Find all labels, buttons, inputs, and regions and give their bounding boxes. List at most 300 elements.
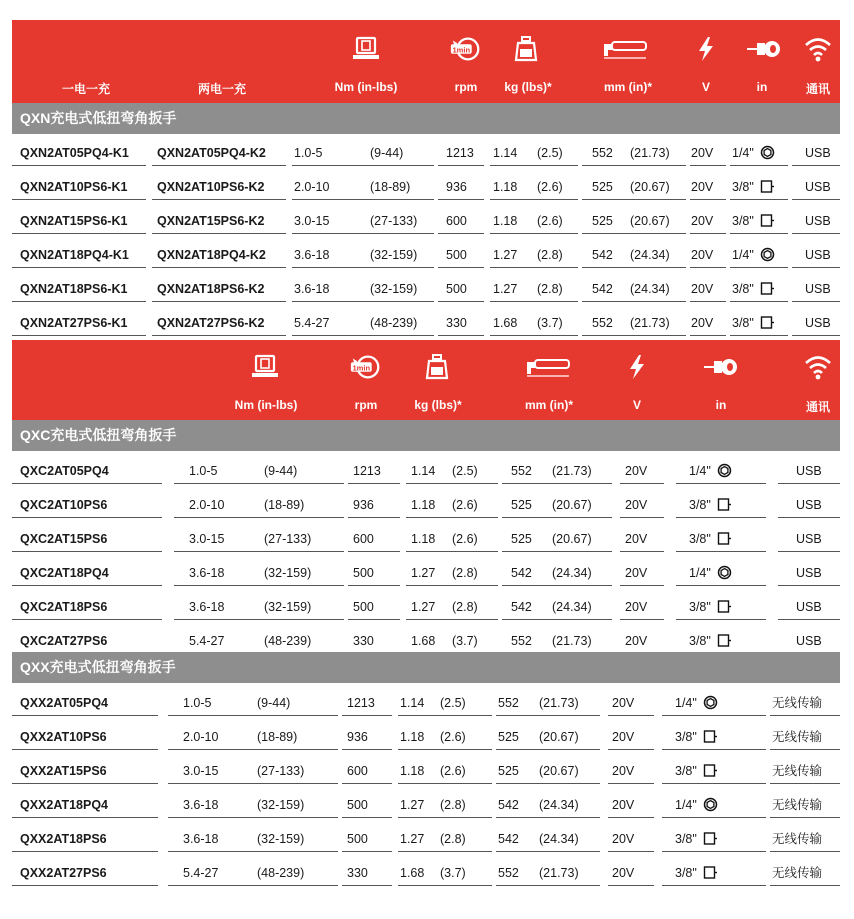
section-title-qxx: QXX充电式低扭弯角扳手: [12, 652, 840, 683]
rpm-value: 500: [446, 282, 467, 296]
torque-nm: 3.6-18: [294, 282, 330, 296]
row-underline: [792, 165, 840, 166]
row-underline: [662, 851, 766, 852]
quick-change-hex-icon: [760, 247, 775, 262]
torque-inlbs: (9-44): [257, 696, 291, 710]
length-mm: 542: [498, 832, 519, 846]
torque-inlbs: (48-239): [257, 866, 305, 880]
row-underline: [12, 715, 158, 716]
row-underline: [342, 885, 392, 886]
row-underline: [620, 619, 664, 620]
model-k2: QXN2AT05PQ4-K2: [157, 146, 266, 160]
voltage-value: 20V: [625, 532, 648, 546]
row-underline: [398, 885, 492, 886]
length-mm: 542: [592, 248, 613, 262]
wireless-icon: [801, 352, 835, 382]
length-in: (24.34): [539, 798, 579, 812]
rpm-value: 500: [347, 832, 368, 846]
rpm-timer-icon: [349, 352, 383, 382]
length-in: (20.67): [552, 532, 592, 546]
drive-label: in: [756, 80, 768, 94]
weight-lbs: (2.6): [452, 532, 478, 546]
model-k2: QXN2AT18PS6-K2: [157, 282, 265, 296]
row-underline: [676, 483, 766, 484]
weight-lbs: (2.5): [452, 464, 478, 478]
square-drive-icon: [717, 599, 732, 614]
length-in: (21.73): [552, 634, 592, 648]
length-mm: 542: [498, 798, 519, 812]
comm-value: USB: [796, 464, 822, 478]
weight-icon: [420, 352, 454, 382]
row-underline: [292, 301, 434, 302]
torque-icon: [349, 34, 383, 64]
rpm-value: 600: [446, 214, 467, 228]
row-underline: [168, 817, 338, 818]
torque-nm: 3.6-18: [189, 566, 225, 580]
row-underline: [662, 715, 766, 716]
weight-kg: 1.68: [411, 634, 436, 648]
drive-size: 1/4": [732, 146, 754, 160]
weight-lbs: (2.8): [452, 600, 478, 614]
row-underline: [12, 551, 162, 552]
row-underline: [12, 585, 162, 586]
length-mm: 525: [592, 214, 613, 228]
comm-label: 通讯: [805, 82, 831, 96]
length-mm: 552: [592, 316, 613, 330]
row-underline: [792, 199, 840, 200]
comm-value: 无线传输: [772, 832, 823, 846]
row-underline: [12, 483, 162, 484]
drive-size: 1/4": [675, 798, 697, 812]
drive-size: 3/8": [675, 866, 697, 880]
row-underline: [152, 267, 286, 268]
row-underline: [676, 619, 766, 620]
voltage-value: 20V: [625, 566, 648, 580]
model-k2: QXN2AT18PQ4-K2: [157, 248, 266, 262]
weight-label: kg (lbs)*: [504, 80, 552, 94]
model-k1: QXN2AT05PQ4-K1: [20, 146, 129, 160]
row-underline: [778, 551, 840, 552]
length-mm: 542: [511, 566, 532, 580]
row-underline: [12, 233, 146, 234]
row-underline: [168, 749, 338, 750]
voltage-value: 20V: [612, 730, 635, 744]
comm-value: USB: [805, 214, 831, 228]
row-underline: [778, 517, 840, 518]
length-in: (21.73): [630, 146, 670, 160]
row-underline: [438, 267, 484, 268]
row-underline: [398, 851, 492, 852]
square-drive-icon: [760, 315, 775, 330]
torque-inlbs: (18-89): [257, 730, 298, 744]
weight-lbs: (2.6): [440, 764, 466, 778]
rpm-value: 1213: [347, 696, 375, 710]
voltage-label: V: [632, 398, 642, 412]
rpm-value: 936: [353, 498, 374, 512]
rpm-value: 500: [353, 566, 374, 580]
comm-value: USB: [805, 316, 831, 330]
row-underline: [608, 817, 654, 818]
length-in: (20.67): [630, 214, 670, 228]
torque-inlbs: (27-133): [257, 764, 305, 778]
row-underline: [690, 335, 726, 336]
row-underline: [690, 165, 726, 166]
comm-value: USB: [805, 248, 831, 262]
row-underline: [770, 885, 840, 886]
model-id: QXX2AT18PS6: [20, 832, 107, 846]
row-underline: [662, 749, 766, 750]
rpm-value: 600: [353, 532, 374, 546]
weight-lbs: (2.6): [537, 214, 563, 228]
row-underline: [168, 851, 338, 852]
row-underline: [398, 715, 492, 716]
row-underline: [690, 199, 726, 200]
row-underline: [12, 817, 158, 818]
row-underline: [152, 301, 286, 302]
torque-inlbs: (9-44): [370, 146, 404, 160]
weight-kg: 1.68: [400, 866, 425, 880]
torque-nm: 3.0-15: [189, 532, 225, 546]
row-underline: [398, 749, 492, 750]
row-underline: [12, 267, 146, 268]
row-underline: [342, 817, 392, 818]
row-underline: [662, 783, 766, 784]
table-row: [12, 488, 840, 522]
voltage-icon: [620, 352, 654, 382]
table-row: [12, 170, 840, 204]
drive-size: 3/8": [732, 214, 754, 228]
weight-lbs: (2.6): [537, 180, 563, 194]
rpm-value: 330: [347, 866, 368, 880]
rpm-value: 330: [446, 316, 467, 330]
comm-value: USB: [805, 146, 831, 160]
section-title-qxc: QXC充电式低扭弯角扳手: [12, 420, 840, 451]
square-drive-icon: [760, 281, 775, 296]
length-in: (21.73): [552, 464, 592, 478]
drive-size: 3/8": [732, 180, 754, 194]
weight-kg: 1.18: [400, 764, 425, 778]
length-mm: 525: [511, 532, 532, 546]
length-in: (24.34): [630, 248, 670, 262]
length-mm: 552: [498, 866, 519, 880]
torque-inlbs: (48-239): [264, 634, 312, 648]
row-underline: [398, 783, 492, 784]
drive-size: 1/4": [675, 696, 697, 710]
row-underline: [496, 817, 600, 818]
row-underline: [12, 335, 146, 336]
drive-size: 3/8": [689, 498, 711, 512]
model-id: QXX2AT05PQ4: [20, 696, 109, 710]
weight-lbs: (2.8): [537, 248, 563, 262]
length-mm: 525: [511, 498, 532, 512]
voltage-value: 20V: [625, 498, 648, 512]
row-underline: [152, 165, 286, 166]
length-mm: 552: [592, 146, 613, 160]
voltage-value: 20V: [691, 180, 714, 194]
row-underline: [608, 851, 654, 852]
weight-lbs: (3.7): [537, 316, 563, 330]
torque-nm: 1.0-5: [189, 464, 218, 478]
rpm-value: 600: [347, 764, 368, 778]
weight-kg: 1.27: [400, 832, 425, 846]
square-drive-icon: [760, 179, 775, 194]
weight-lbs: (2.8): [440, 832, 466, 846]
row-underline: [406, 551, 498, 552]
table-row: [12, 238, 840, 272]
rpm-timer-icon: [449, 34, 483, 64]
weight-kg: 1.14: [493, 146, 518, 160]
quick-change-hex-icon: [703, 797, 718, 812]
row-underline: [502, 483, 612, 484]
torque-nm: 3.0-15: [183, 764, 219, 778]
weight-icon: [509, 34, 543, 64]
voltage-value: 20V: [691, 282, 714, 296]
row-underline: [12, 165, 146, 166]
rpm-value: 330: [353, 634, 374, 648]
row-underline: [490, 199, 578, 200]
torque-nm: 1.0-5: [294, 146, 323, 160]
voltage-value: 20V: [691, 248, 714, 262]
voltage-value: 20V: [625, 464, 648, 478]
row-underline: [778, 619, 840, 620]
row-underline: [676, 551, 766, 552]
row-underline: [152, 233, 286, 234]
row-underline: [292, 233, 434, 234]
col-one-battery-label: 一电一充: [61, 82, 111, 96]
row-underline: [502, 585, 612, 586]
row-underline: [582, 267, 686, 268]
model-k1: QXN2AT27PS6-K1: [20, 316, 128, 330]
row-underline: [730, 233, 788, 234]
comm-value: USB: [805, 282, 831, 296]
model-k1: QXN2AT15PS6-K1: [20, 214, 128, 228]
model-k1: QXN2AT18PS6-K1: [20, 282, 128, 296]
row-underline: [438, 233, 484, 234]
length-in: (20.67): [539, 764, 579, 778]
table-row: [12, 272, 840, 306]
row-underline: [490, 267, 578, 268]
model-k1: QXN2AT10PS6-K1: [20, 180, 128, 194]
row-underline: [608, 715, 654, 716]
voltage-value: 20V: [691, 316, 714, 330]
row-underline: [582, 199, 686, 200]
comm-value: USB: [796, 498, 822, 512]
torque-nm: 3.6-18: [183, 832, 219, 846]
row-underline: [490, 165, 578, 166]
table-row: [12, 454, 840, 488]
row-underline: [620, 585, 664, 586]
torque-nm: 3.6-18: [294, 248, 330, 262]
comm-value: USB: [796, 566, 822, 580]
length-in: (24.34): [552, 566, 592, 580]
drive-size: 1/4": [732, 248, 754, 262]
square-drive-icon: [703, 865, 718, 880]
weight-lbs: (2.8): [452, 566, 478, 580]
length-label: mm (in)*: [525, 398, 573, 412]
row-underline: [12, 749, 158, 750]
row-underline: [490, 301, 578, 302]
row-underline: [620, 551, 664, 552]
row-underline: [12, 885, 158, 886]
drive-size: 3/8": [675, 764, 697, 778]
torque-nm: 5.4-27: [183, 866, 219, 880]
voltage-value: 20V: [625, 600, 648, 614]
row-underline: [730, 301, 788, 302]
square-drive-icon: [703, 729, 718, 744]
length-mm: 552: [511, 464, 532, 478]
weight-lbs: (2.6): [452, 498, 478, 512]
torque-inlbs: (18-89): [264, 498, 305, 512]
row-underline: [730, 267, 788, 268]
row-underline: [496, 885, 600, 886]
weight-kg: 1.27: [411, 566, 436, 580]
table-row: [12, 306, 840, 340]
row-underline: [490, 335, 578, 336]
torque-inlbs: (27-133): [264, 532, 312, 546]
row-underline: [662, 817, 766, 818]
model-id: QXC2AT27PS6: [20, 634, 108, 648]
length-in: (21.73): [539, 866, 579, 880]
row-underline: [12, 517, 162, 518]
comm-value: 无线传输: [772, 866, 823, 880]
weight-lbs: (3.7): [440, 866, 466, 880]
rpm-value: 500: [347, 798, 368, 812]
weight-kg: 1.18: [411, 498, 436, 512]
comm-value: 无线传输: [772, 798, 823, 812]
torque-nm: 5.4-27: [294, 316, 330, 330]
model-id: QXX2AT27PS6: [20, 866, 107, 880]
row-underline: [348, 551, 400, 552]
model-k2: QXN2AT15PS6-K2: [157, 214, 265, 228]
rpm-value: 500: [353, 600, 374, 614]
torque-inlbs: (32-159): [370, 248, 418, 262]
comm-value: 无线传输: [772, 730, 823, 744]
row-underline: [348, 619, 400, 620]
row-underline: [12, 851, 158, 852]
torque-nm: 5.4-27: [189, 634, 225, 648]
weight-kg: 1.14: [400, 696, 425, 710]
row-underline: [676, 517, 766, 518]
torque-label: Nm (in-lbs): [234, 398, 298, 412]
torque-nm: 3.0-15: [294, 214, 330, 228]
weight-kg: 1.18: [493, 214, 518, 228]
row-underline: [490, 233, 578, 234]
row-underline: [502, 551, 612, 552]
length-icon: [599, 34, 649, 64]
row-underline: [730, 165, 788, 166]
weight-lbs: (2.8): [537, 282, 563, 296]
voltage-value: 20V: [612, 798, 635, 812]
voltage-value: 20V: [612, 764, 635, 778]
table-row: [12, 590, 840, 624]
voltage-value: 20V: [691, 214, 714, 228]
table-row: [12, 720, 840, 754]
table-row: [12, 788, 840, 822]
model-id: QXX2AT10PS6: [20, 730, 107, 744]
row-underline: [174, 619, 344, 620]
torque-nm: 2.0-10: [294, 180, 330, 194]
model-k1: QXN2AT18PQ4-K1: [20, 248, 129, 262]
weight-kg: 1.27: [400, 798, 425, 812]
col-two-battery-label: 两电一充: [197, 82, 247, 96]
voltage-value: 20V: [612, 696, 635, 710]
drive-size: 3/8": [732, 316, 754, 330]
row-underline: [12, 199, 146, 200]
torque-nm: 2.0-10: [189, 498, 225, 512]
length-in: (21.73): [539, 696, 579, 710]
torque-inlbs: (9-44): [264, 464, 298, 478]
row-underline: [496, 715, 600, 716]
rpm-label: rpm: [354, 398, 378, 412]
square-drive-icon: [717, 633, 732, 648]
table-row: [12, 556, 840, 590]
row-underline: [168, 885, 338, 886]
spec-header-models: [12, 340, 840, 420]
weight-kg: 1.18: [411, 532, 436, 546]
row-underline: [582, 301, 686, 302]
length-mm: 542: [511, 600, 532, 614]
row-underline: [398, 817, 492, 818]
torque-inlbs: (32-159): [257, 832, 305, 846]
torque-inlbs: (32-159): [370, 282, 418, 296]
row-underline: [292, 199, 434, 200]
length-mm: 542: [592, 282, 613, 296]
row-underline: [730, 335, 788, 336]
quick-change-hex-icon: [703, 695, 718, 710]
row-underline: [152, 199, 286, 200]
comm-label: 通讯: [805, 400, 831, 414]
model-id: QXC2AT18PQ4: [20, 566, 109, 580]
table-row: [12, 204, 840, 238]
square-drive-icon: [717, 531, 732, 546]
voltage-icon: [689, 34, 723, 64]
table-row: [12, 754, 840, 788]
torque-inlbs: (18-89): [370, 180, 411, 194]
voltage-label: V: [701, 80, 711, 94]
torque-inlbs: (27-133): [370, 214, 418, 228]
model-id: QXC2AT10PS6: [20, 498, 108, 512]
drive-size: 1/4": [689, 566, 711, 580]
row-underline: [348, 517, 400, 518]
length-label: mm (in)*: [604, 80, 652, 94]
row-underline: [690, 233, 726, 234]
row-underline: [770, 749, 840, 750]
voltage-value: 20V: [625, 634, 648, 648]
model-id: QXX2AT18PQ4: [20, 798, 109, 812]
row-underline: [174, 517, 344, 518]
weight-kg: 1.68: [493, 316, 518, 330]
row-underline: [348, 585, 400, 586]
torque-inlbs: (32-159): [257, 798, 305, 812]
weight-lbs: (2.5): [440, 696, 466, 710]
row-underline: [496, 851, 600, 852]
row-underline: [582, 165, 686, 166]
row-underline: [778, 483, 840, 484]
row-underline: [496, 749, 600, 750]
torque-nm: 1.0-5: [183, 696, 212, 710]
weight-kg: 1.27: [411, 600, 436, 614]
drive-label: in: [715, 398, 727, 412]
row-underline: [438, 335, 484, 336]
row-underline: [730, 199, 788, 200]
row-underline: [582, 233, 686, 234]
table-row: [12, 136, 840, 170]
drive-size: 3/8": [689, 532, 711, 546]
weight-lbs: (2.8): [440, 798, 466, 812]
rpm-label: rpm: [454, 80, 478, 94]
weight-label: kg (lbs)*: [414, 398, 462, 412]
row-underline: [676, 585, 766, 586]
